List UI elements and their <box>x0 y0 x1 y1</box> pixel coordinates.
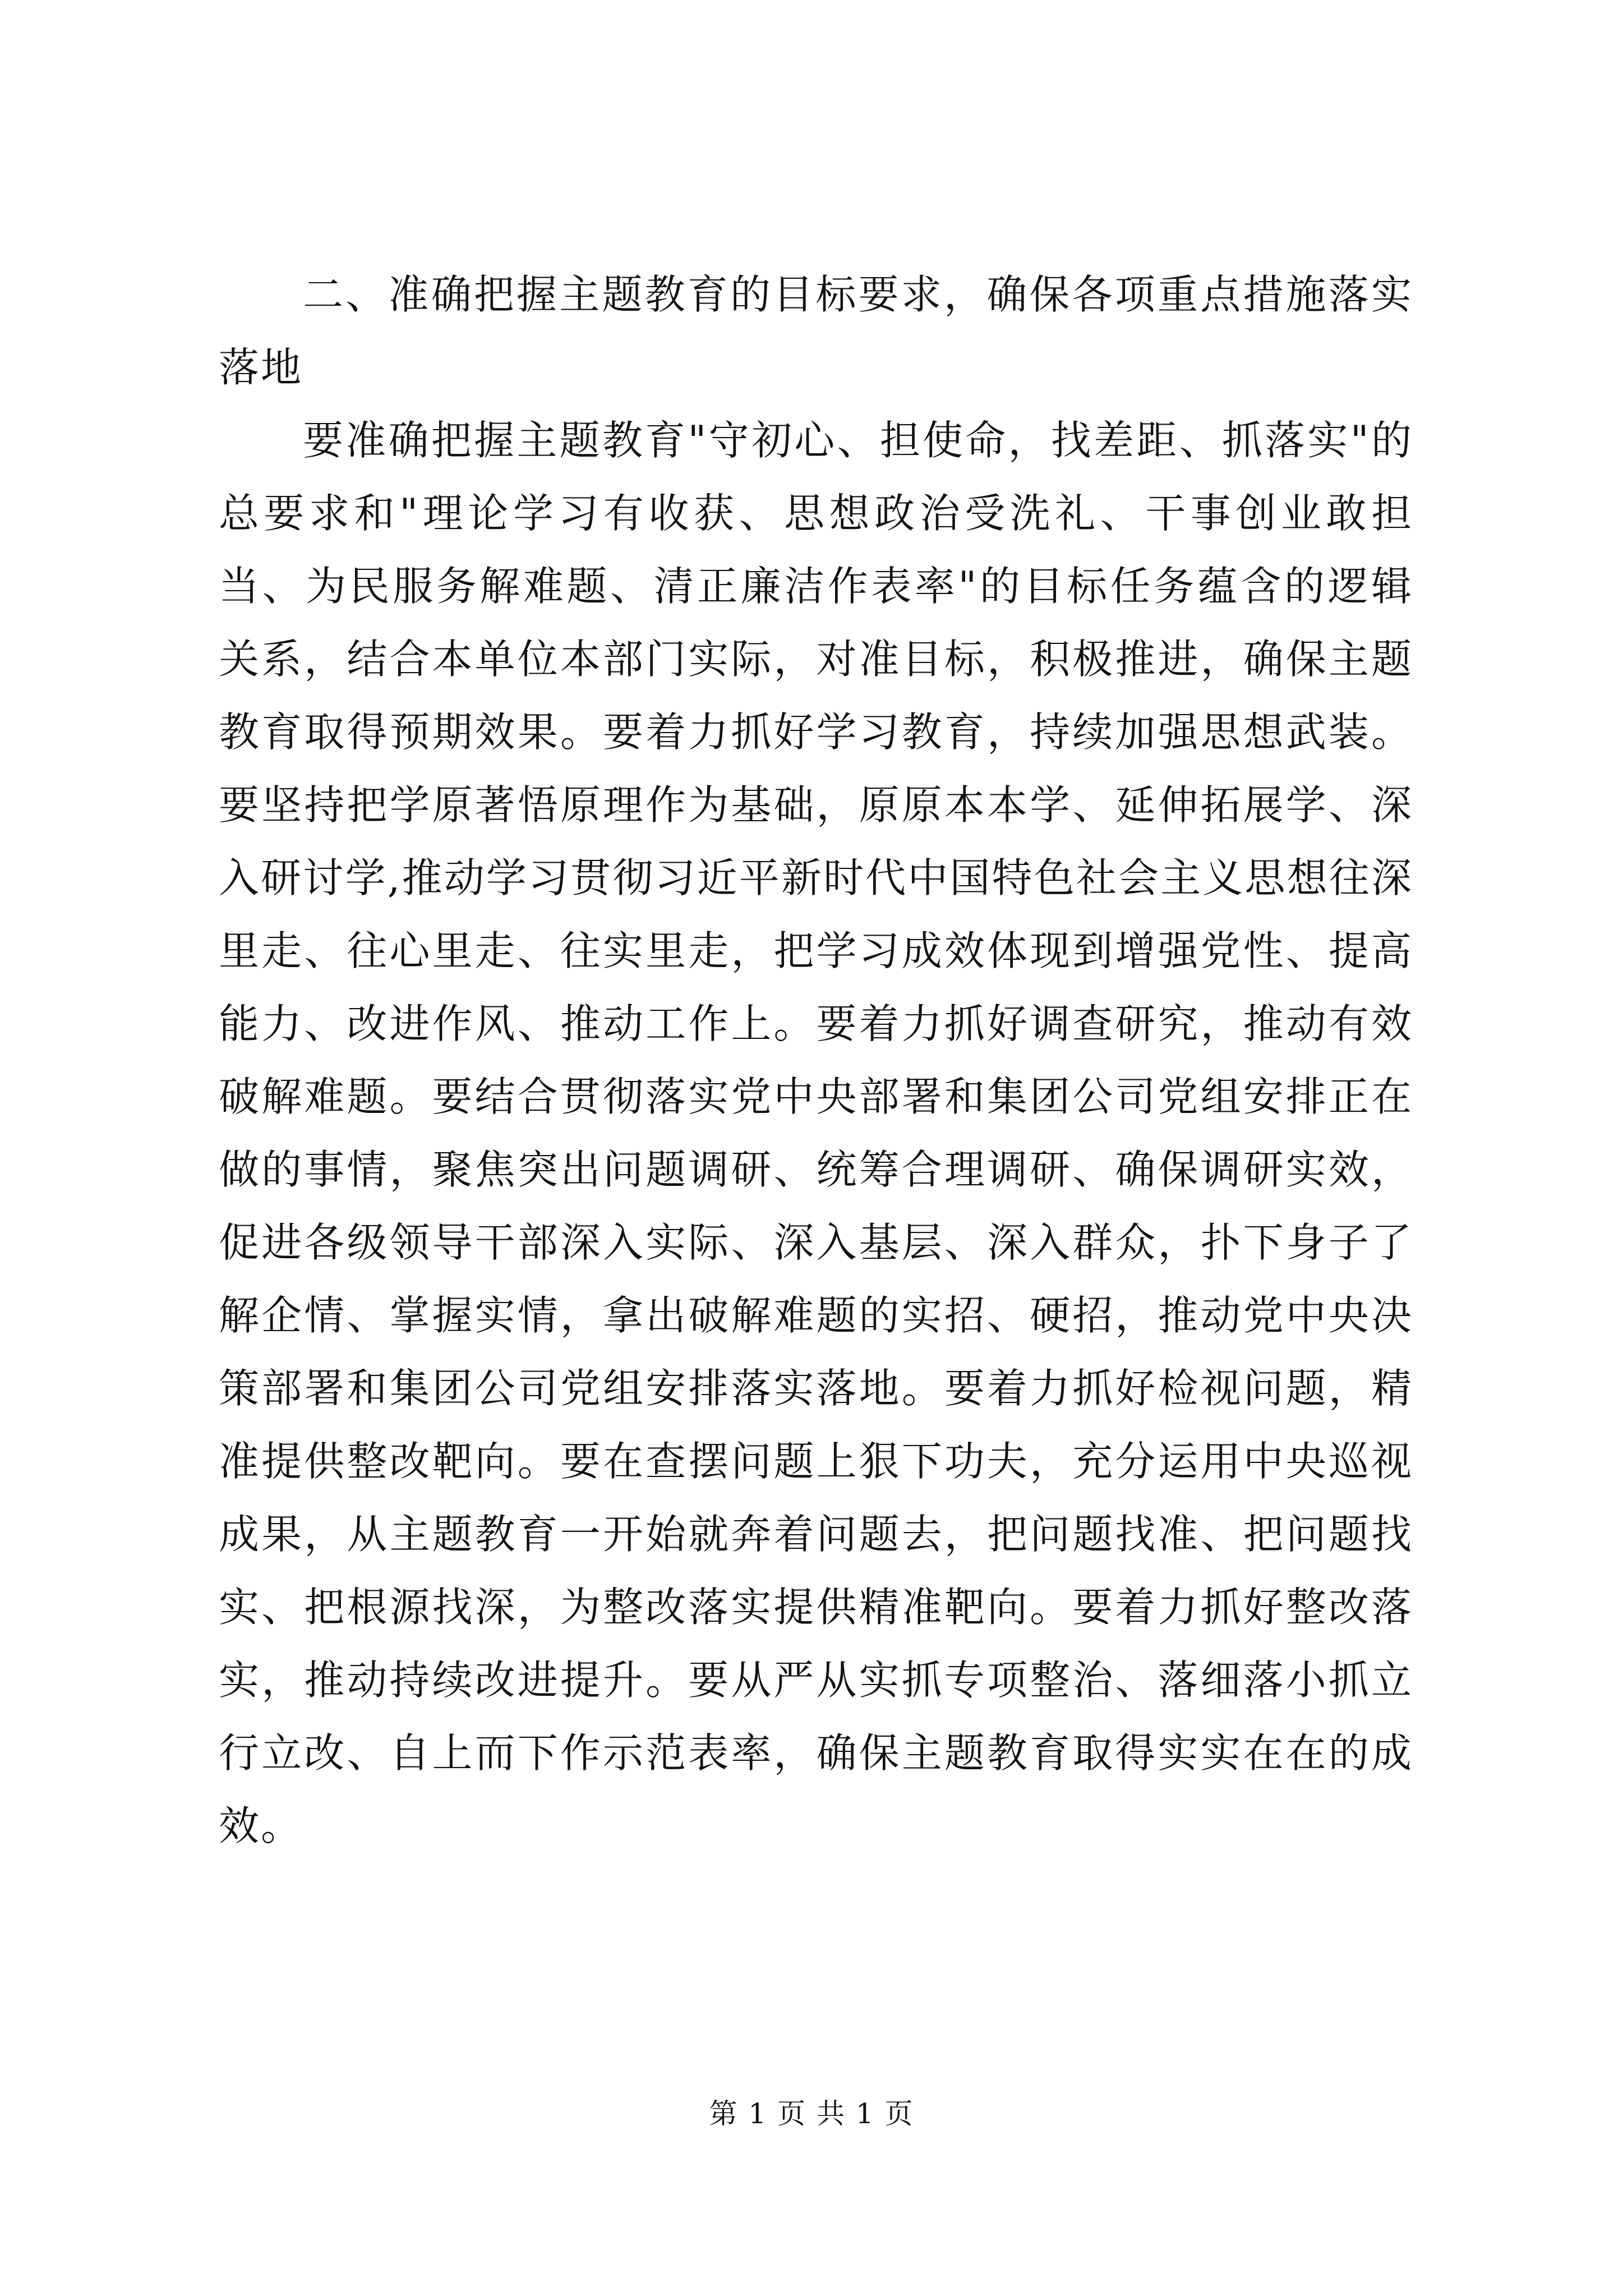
page-number-footer: 第 1 页 共 1 页 <box>709 2097 914 2130</box>
body-paragraph: 要准确把握主题教育"守初心、担使命，找差距、抓落实"的总要求和"理论学习有收获、思想政治受洗礼、干事创业敢担当、为民服务解难题、清正廉洁作表率"的目标任务蕴含的逻辑关系，结合本单位本部门实际，对准目标，积极推进，确保主题教育取得预期效果。要着力抓好学习教育，持续加强思想武装。要坚持把学原著悟原理作为基础，原原本本学、延伸拓展学、深入研讨学,推动学习贯彻习近平新时代中国特色社会主义思想往深里走、往心里走、往实里走，把学习成效体现到增强党性、提高能力、改进作风、推动工作上。要着力抓好调查研究，推动有效破解难题。要结合贯彻落实党中央部署和集团公司党组安排正在做的事情，聚焦突出问题调研、统筹合理调研、确保调研实效，促进各级领导干部深入实际、深入基层、深入群众，扑下身子了解企情、掌握实情，拿出破解难题的实招、硬招，推动党中央决策部署和集团公司党组安排落实落地。要着力抓好检视问题，精准提供整改靶向。要在查摆问题上狠下功夫，充分运用中央巡视成果，从主题教育一开始就奔着问题去，把问题找准、把问题找实、把根源找深，为整改落实提供精准靶向。要着力抓好整改落实，推动持续改进提升。要从严从实抓专项整治、落细落小抓立行立改、自上而下作示范表率，确保主题教育取得实实在在的成效。 <box>219 417 1413 1849</box>
section-heading: 二、准确把握主题教育的目标要求，确保各项重点措施落实落地 <box>219 271 1413 391</box>
document-content <box>219 258 1413 1862</box>
